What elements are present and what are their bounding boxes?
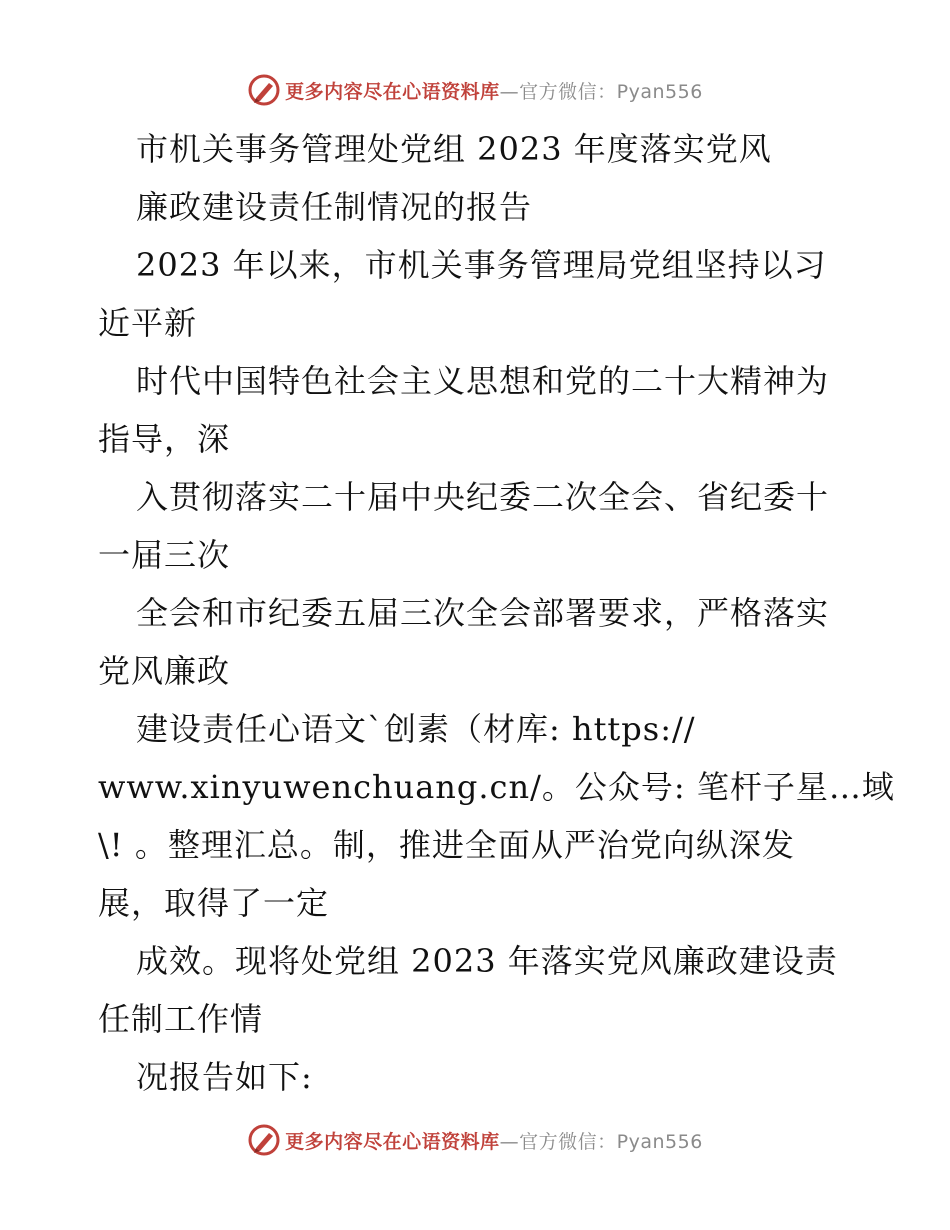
banner-text: 更多内容尽在心语资料库—官方微信：Pyan556	[285, 80, 703, 103]
paragraph-line: 2023 年以来，市机关事务管理局党组坚持以习	[136, 246, 827, 284]
paragraph-line: 全会和市纪委五届三次全会部署要求，严格落实	[136, 594, 830, 632]
paragraph-line: 一届三次	[98, 536, 231, 574]
paragraph-line: 况报告如下:	[136, 1058, 313, 1096]
doc-title-line-2: 廉政建设责任制情况的报告	[136, 188, 533, 226]
banner-text: 更多内容尽在心语资料库—官方微信：Pyan556	[285, 1130, 703, 1153]
doc-title-line-1: 市机关事务管理处党组 2023 年度落实党风	[136, 130, 772, 168]
paragraph-line: 任制工作情	[98, 1000, 264, 1038]
footer-watermark-banner	[0, 1120, 950, 1160]
paragraph-line: 展，取得了一定	[98, 884, 330, 922]
paragraph-line: 指导，深	[98, 420, 231, 458]
paragraph-line: 党风廉政	[98, 652, 231, 690]
paragraph-line: \! 。整理汇总。制，推进全面从严治党向纵深发	[98, 826, 795, 864]
document-body	[98, 120, 895, 1106]
pen-logo-icon	[247, 1123, 281, 1157]
pen-logo-icon	[247, 73, 281, 107]
header-watermark-banner	[0, 70, 950, 110]
paragraph-line: 建设责任心语文`创素（材库: https://	[136, 710, 696, 748]
paragraph-line: www.xinyuwenchuang.cn/。公众号: 笔杆子星…域	[98, 768, 895, 806]
paragraph-line: 时代中国特色社会主义思想和党的二十大精神为	[136, 362, 830, 400]
paragraph-line: 成效。现将处党组 2023 年落实党风廉政建设责	[136, 942, 838, 980]
paragraph-line: 入贯彻落实二十届中央纪委二次全会、省纪委十	[136, 478, 830, 516]
paragraph-line: 近平新	[98, 304, 198, 342]
